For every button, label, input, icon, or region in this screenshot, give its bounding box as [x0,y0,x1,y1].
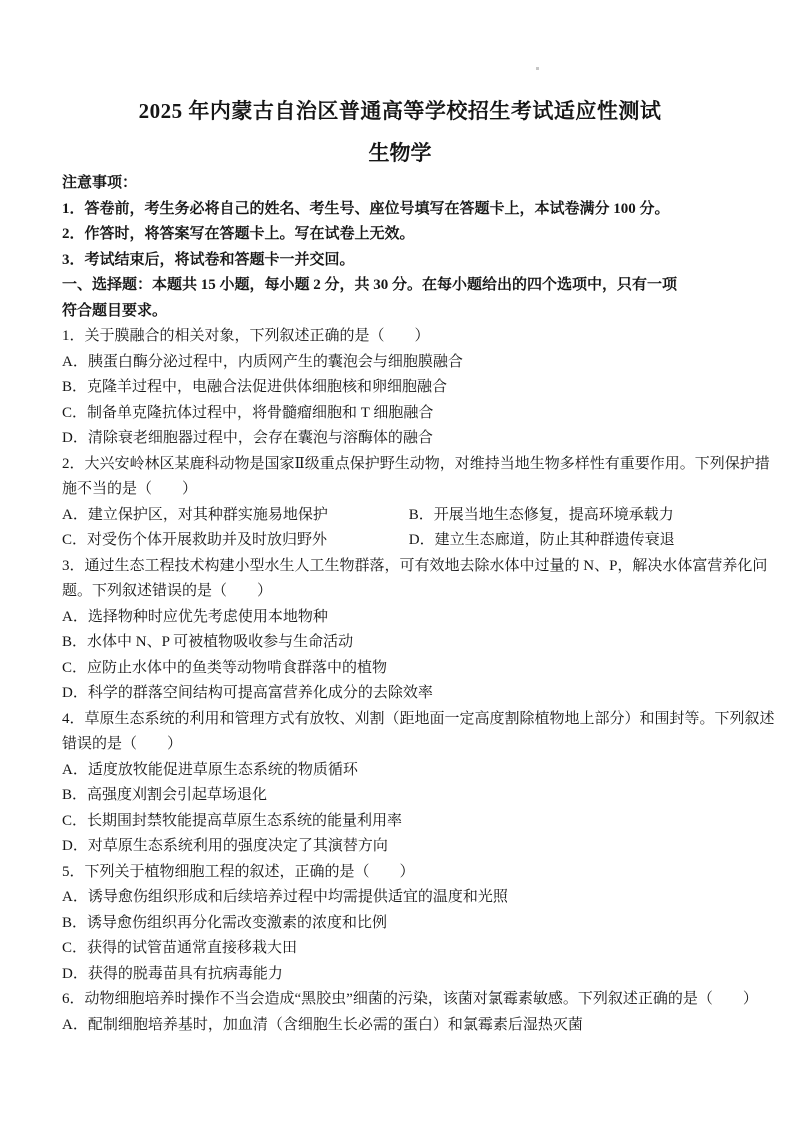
question-3-stem-line-2: 题。下列叙述错误的是（ ） [62,583,273,599]
question-1-option-b: B．克隆羊过程中，电融合法促进供体细胞核和卵细胞融合 [62,379,448,395]
question-2-option-b: B．开展当地生态修复，提高环境承载力 [408,506,674,523]
question-3-stem-line-1: 3．通过生态工程技术构建小型水生人工生物群落，可有效地去除水体中过量的 N、P，解决水体富营养化问 [62,557,768,574]
question-5-option-d: D．获得的脱毒苗具有抗病毒能力 [62,965,283,982]
question-2-stem-line-1: 2．大兴安岭林区某鹿科动物是国家Ⅱ级重点保护野生动物，对维持当地生物多样性有重要作用。下列保护措 [62,455,770,472]
question-2-option-c: C．对受伤个体开展救助并及时放归野外 [62,532,328,548]
question-2-options-row-2 [62,528,760,554]
question-5-option-c: C．获得的试管苗通常直接移栽大田 [62,940,298,956]
question-4-stem-line-1: 4．草原生态系统的利用和管理方式有放牧、刈割（距地面一定高度割除植物地上部分）和围封等。下列叙述 [62,710,775,727]
question-5-stem: 5．下列关于植物细胞工程的叙述，正确的是（ ） [62,863,415,880]
section-heading-line-2: 符合题目要求。 [62,302,168,319]
question-4-option-a: A．适度放牧能促进草原生态系统的物质循环 [62,761,358,778]
question-2-option-d: D．建立生态廊道，防止其种群遗传衰退 [408,532,675,548]
question-6-option-a: A．配制细胞培养基时，加血清（含细胞生长必需的蛋白）和氯霉素后湿热灭菌 [62,1016,583,1033]
question-3-option-b: B．水体中 N、P 可被植物吸收参与生命活动 [62,634,354,650]
question-2-stem-line-2: 施不当的是（ ） [62,481,198,497]
question-4-option-b: B．高强度刈割会引起草场退化 [62,787,268,803]
question-2-option-a: A．建立保护区，对其种群实施易地保护 [62,506,328,523]
question-5-option-b: B．诱导愈伤组织再分化需改变激素的浓度和比例 [62,914,388,931]
question-6-stem: 6．动物细胞培养时操作不当会造成“黑胶虫”细菌的污染，该菌对氯霉素敏感。下列叙述正确的是（ ） [62,991,758,1007]
question-1-option-a: A．胰蛋白酶分泌过程中，内质网产生的囊泡会与细胞膜融合 [62,353,463,370]
question-1-stem: 1．关于膜融合的相关对象，下列叙述正确的是（ ） [62,328,430,344]
question-4-option-d: D．对草原生态系统利用的强度决定了其演替方向 [62,838,388,854]
question-3-option-a: A．选择物种时应优先考虑使用本地物种 [62,608,328,625]
notice-item-1: 1．答卷前，考生务必将自己的姓名、考生号、座位号填写在答题卡上，本试卷满分 100 分。 [62,200,670,217]
notice-item-2: 2．作答时，将答案写在答题卡上。写在试卷上无效。 [62,226,415,242]
question-4-option-c: C．长期围封禁牧能提高草原生态系统的能量利用率 [62,812,403,829]
question-1-option-d: D．清除衰老细胞器过程中，会存在囊泡与溶酶体的融合 [62,430,433,446]
section-heading-line-1: 一、选择题：本题共 15 小题，每小题 2 分，共 30 分。在每小题给出的四个选项中，只有一项 [62,277,678,293]
scan-artifact-dot [536,67,539,70]
question-2-options-row-1 [62,503,760,529]
notice-item-3: 3．考试结束后，将试卷和答题卡一并交回。 [62,251,355,268]
question-4-stem-line-2: 错误的是（ ） [62,736,183,752]
exam-title: 2025 年内蒙古自治区普通高等学校招生考试适应性测试 [138,99,662,123]
question-1-option-c: C．制备单克隆抗体过程中，将骨髓瘤细胞和 T 细胞融合 [62,404,434,421]
question-3-option-d: D．科学的群落空间结构可提高富营养化成分的去除效率 [62,685,433,701]
notice-heading: 注意事项： [62,175,138,191]
question-3-option-c: C．应防止水体中的鱼类等动物啃食群落中的植物 [62,659,388,676]
question-5-option-a: A．诱导愈伤组织形成和后续培养过程中均需提供适宜的温度和光照 [62,889,508,905]
exam-subject: 生物学 [368,141,432,165]
exam-body [0,171,800,1038]
